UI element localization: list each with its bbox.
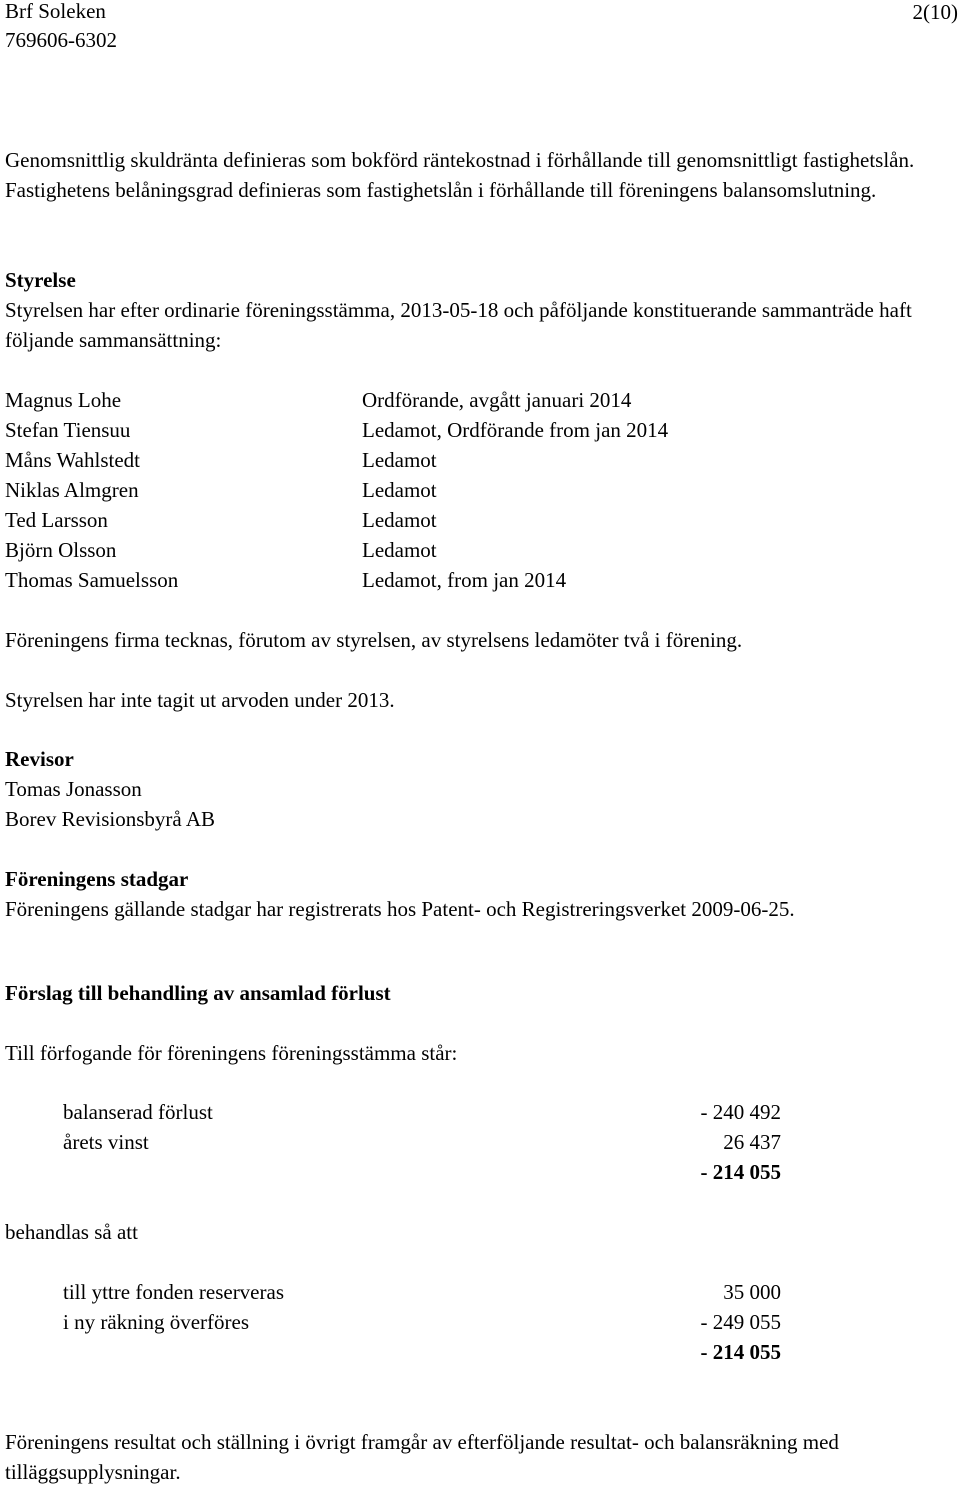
member-role: Ledamot <box>362 478 437 502</box>
org-number: 769606-6302 <box>5 28 117 52</box>
amount-value: 35 000 <box>723 1280 781 1304</box>
auditor-name: Tomas Jonasson <box>5 777 142 801</box>
member-name: Ted Larsson <box>5 508 108 532</box>
member-name: Björn Olsson <box>5 538 117 562</box>
proposal-intro: Till förfogande för föreningens föreningsstämma står: <box>5 1041 458 1065</box>
amount-label: till yttre fonden reserveras <box>63 1280 284 1304</box>
member-role: Ledamot, Ordförande from jan 2014 <box>362 418 669 442</box>
amount-label: årets vinst <box>63 1130 149 1154</box>
auditor-firm: Borev Revisionsbyrå AB <box>5 807 215 831</box>
page-number: 2(10) <box>912 0 958 24</box>
member-name: Thomas Samuelsson <box>5 568 179 592</box>
member-name: Magnus Lohe <box>5 388 122 412</box>
fees-note: Styrelsen har inte tagit ut arvoden under 2013. <box>5 688 395 712</box>
available-total: - 214 055 <box>700 1160 781 1184</box>
treatment-row <box>63 1307 781 1337</box>
member-role: Ledamot, from jan 2014 <box>362 568 567 592</box>
amount-value: - 240 492 <box>700 1100 781 1124</box>
treatment-label: behandlas så att <box>5 1220 138 1244</box>
member-role: Ledamot <box>362 538 437 562</box>
treatment-total: - 214 055 <box>700 1340 781 1364</box>
available-row <box>63 1127 781 1157</box>
closing-paragraph: Föreningens resultat och ställning i övrigt framgår av efterföljande resultat- och balansräkning med tilläggsupplysningar. <box>5 1430 839 1484</box>
member-role: Ordförande, avgått januari 2014 <box>362 388 632 412</box>
board-heading: Styrelse <box>5 268 76 292</box>
available-total-row <box>63 1157 781 1187</box>
amount-label: balanserad förlust <box>63 1100 213 1124</box>
amount-value: - 249 055 <box>700 1310 781 1334</box>
treatment-total-row <box>63 1337 781 1367</box>
member-name: Niklas Almgren <box>5 478 139 502</box>
member-role: Ledamot <box>362 448 437 472</box>
amount-label: i ny räkning överföres <box>63 1310 250 1334</box>
member-name: Stefan Tiensuu <box>5 418 131 442</box>
org-name: Brf Soleken <box>5 0 106 23</box>
amount-value: 26 437 <box>723 1130 781 1154</box>
member-name: Måns Wahlstedt <box>5 448 140 472</box>
auditor-heading: Revisor <box>5 747 74 771</box>
page-header-org <box>5 0 117 55</box>
signature-note: Föreningens firma tecknas, förutom av styrelsen, av styrelsens ledamöter två i förening. <box>5 628 743 652</box>
statutes-text: Föreningens gällande stadgar har registrerats hos Patent- och Registreringsverket 2009-06-25. <box>5 897 795 921</box>
member-role: Ledamot <box>362 508 437 532</box>
proposal-heading: Förslag till behandling av ansamlad förlust <box>5 981 391 1005</box>
board-intro: Styrelsen har efter ordinarie föreningsstämma, 2013-05-18 och påföljande konstituerande sammanträde haft följande sammansättning: <box>5 298 912 352</box>
available-row <box>63 1097 781 1127</box>
statutes-heading: Föreningens stadgar <box>5 867 189 891</box>
treatment-row <box>63 1277 781 1307</box>
intro-paragraph: Genomsnittlig skuldränta definieras som bokförd räntekostnad i förhållande till genomsnittligt fastighetslån. Fastighetens belåningsgrad definieras som fastighetslån i förhållande till föreningens balansomslutning. <box>5 148 915 202</box>
